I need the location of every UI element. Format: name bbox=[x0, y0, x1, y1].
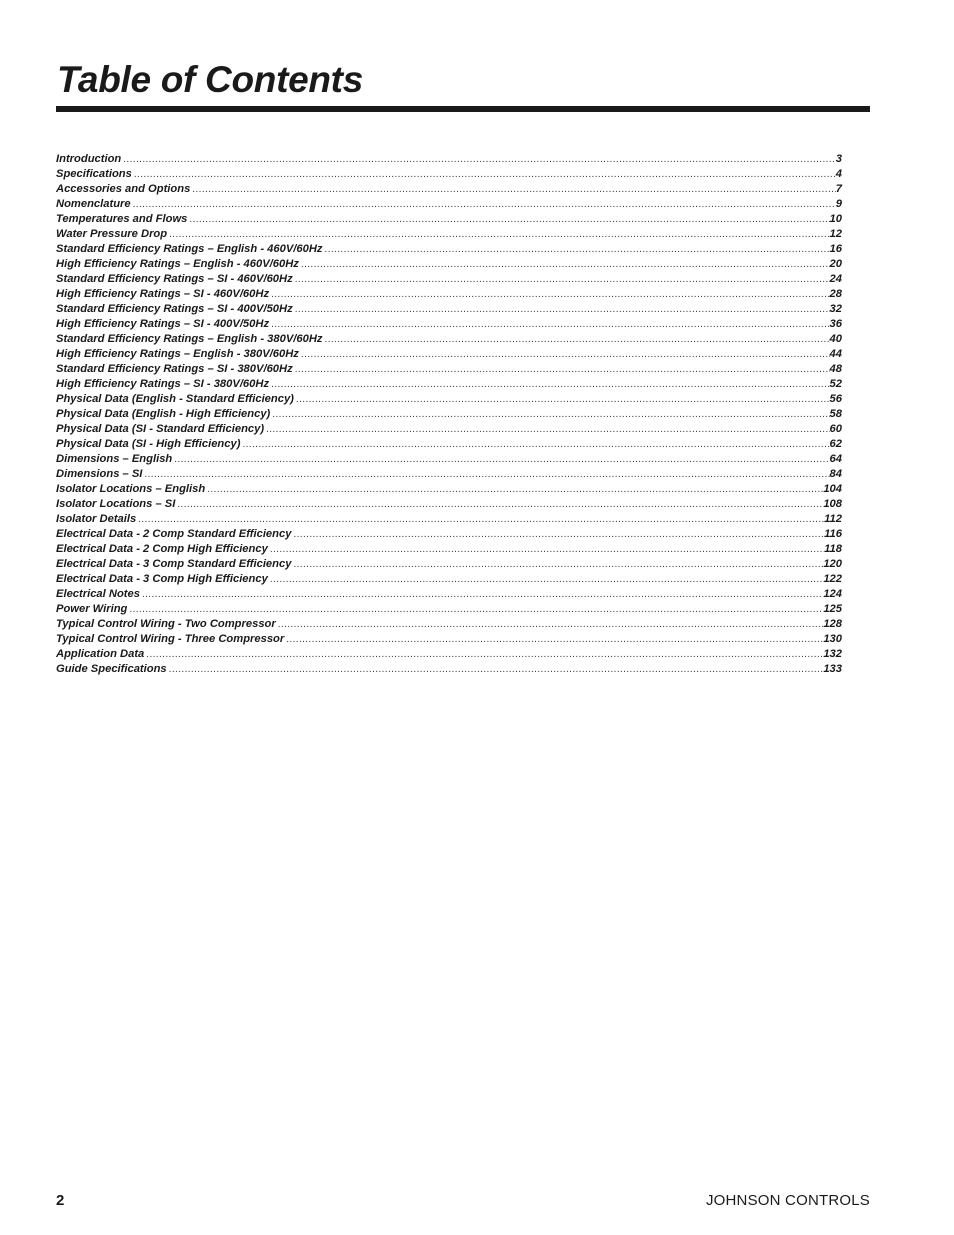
toc-entry-label: High Efficiency Ratings – SI - 400V/50Hz bbox=[56, 318, 270, 330]
toc-entry-page-number: 12 bbox=[829, 228, 842, 240]
toc-entry[interactable] bbox=[56, 572, 842, 587]
toc-entry[interactable] bbox=[56, 347, 842, 362]
toc-dot-leader bbox=[264, 422, 829, 437]
toc-entry[interactable] bbox=[56, 392, 842, 407]
toc-entry-page-number: 84 bbox=[829, 468, 842, 480]
toc-dot-leader bbox=[299, 347, 830, 362]
toc-entry-page-number: 60 bbox=[829, 423, 842, 435]
toc-entry-label: Electrical Notes bbox=[56, 588, 140, 600]
toc-entry-page-number: 62 bbox=[829, 438, 842, 450]
toc-entry-label: Electrical Data - 2 Comp Standard Efficiency bbox=[56, 528, 292, 540]
toc-entry-page-number: 128 bbox=[823, 618, 842, 630]
toc-dot-leader bbox=[121, 152, 836, 167]
toc-entry[interactable] bbox=[56, 197, 842, 212]
toc-dot-leader bbox=[131, 197, 836, 212]
toc-entry[interactable] bbox=[56, 512, 842, 527]
toc-entry-page-number: 58 bbox=[829, 408, 842, 420]
toc-dot-leader bbox=[172, 452, 829, 467]
toc-entry[interactable] bbox=[56, 317, 842, 332]
toc-entry-page-number: 125 bbox=[823, 603, 842, 615]
toc-entry-label: Standard Efficiency Ratings – SI - 460V/60Hz bbox=[56, 273, 293, 285]
toc-dot-leader bbox=[240, 437, 829, 452]
toc-entry[interactable] bbox=[56, 332, 842, 347]
toc-entry-page-number: 130 bbox=[823, 633, 842, 645]
toc-dot-leader bbox=[175, 497, 823, 512]
toc-dot-leader bbox=[269, 377, 829, 392]
toc-entry[interactable] bbox=[56, 257, 842, 272]
toc-entry[interactable] bbox=[56, 587, 842, 602]
toc-dot-leader bbox=[291, 527, 824, 542]
toc-entry-page-number: 52 bbox=[829, 378, 842, 390]
toc-entry-label: Temperatures and Flows bbox=[56, 213, 188, 225]
page-title: Table of Contents bbox=[57, 59, 363, 100]
toc-entry-label: Physical Data (English - Standard Efficiency) bbox=[56, 393, 294, 405]
toc-dot-leader bbox=[269, 287, 829, 302]
toc-entry-page-number: 3 bbox=[835, 153, 842, 165]
toc-entry[interactable] bbox=[56, 227, 842, 242]
footer-company-name: JOHNSON CONTROLS bbox=[705, 1192, 870, 1209]
title-divider bbox=[56, 106, 870, 112]
toc-entry-label: Nomenclature bbox=[56, 198, 131, 210]
toc-entry[interactable] bbox=[56, 272, 842, 287]
toc-entry-page-number: 108 bbox=[823, 498, 842, 510]
toc-entry[interactable] bbox=[56, 557, 842, 572]
toc-entry-page-number: 112 bbox=[824, 513, 842, 525]
toc-entry-page-number: 116 bbox=[824, 528, 842, 540]
toc-entry[interactable] bbox=[56, 377, 842, 392]
toc-entry-page-number: 44 bbox=[829, 348, 842, 360]
toc-entry[interactable] bbox=[56, 617, 842, 632]
toc-entry[interactable] bbox=[56, 527, 842, 542]
toc-entry[interactable] bbox=[56, 542, 842, 557]
toc-entry[interactable] bbox=[56, 437, 842, 452]
toc-entry[interactable] bbox=[56, 497, 842, 512]
toc-entry[interactable] bbox=[56, 467, 842, 482]
toc-dot-leader bbox=[284, 632, 823, 647]
toc-entry-label: Standard Efficiency Ratings – English - 460V/60Hz bbox=[56, 243, 323, 255]
toc-dot-leader bbox=[268, 542, 824, 557]
toc-entry-page-number: 16 bbox=[829, 243, 842, 255]
toc-dot-leader bbox=[205, 482, 823, 497]
table-of-contents bbox=[56, 152, 842, 677]
footer-page-number: 2 bbox=[56, 1192, 65, 1209]
toc-entry[interactable] bbox=[56, 407, 842, 422]
toc-entry-page-number: 132 bbox=[823, 648, 842, 660]
toc-entry-page-number: 118 bbox=[824, 543, 842, 555]
toc-dot-leader bbox=[323, 332, 830, 347]
toc-dot-leader bbox=[291, 557, 823, 572]
toc-entry-label: Dimensions – SI bbox=[56, 468, 143, 480]
toc-entry-label: Water Pressure Drop bbox=[56, 228, 168, 240]
toc-entry-label: High Efficiency Ratings – SI - 380V/60Hz bbox=[56, 378, 270, 390]
toc-entry[interactable] bbox=[56, 602, 842, 617]
toc-dot-leader bbox=[269, 317, 829, 332]
toc-entry-label: High Efficiency Ratings – English - 460V/60Hz bbox=[56, 258, 299, 270]
toc-entry-label: Dimensions – English bbox=[56, 453, 173, 465]
toc-entry[interactable] bbox=[56, 452, 842, 467]
toc-entry-page-number: 4 bbox=[835, 168, 842, 180]
toc-entry-label: Electrical Data - 3 Comp Standard Efficiency bbox=[56, 558, 292, 570]
toc-entry-label: Typical Control Wiring - Three Compressor bbox=[56, 633, 285, 645]
toc-dot-leader bbox=[294, 392, 830, 407]
toc-entry-page-number: 7 bbox=[835, 183, 842, 195]
toc-entry-page-number: 122 bbox=[823, 573, 842, 585]
toc-dot-leader bbox=[142, 467, 829, 482]
toc-dot-leader bbox=[136, 512, 824, 527]
toc-entry-page-number: 133 bbox=[823, 663, 842, 675]
toc-entry[interactable] bbox=[56, 242, 842, 257]
toc-entry-label: Physical Data (SI - High Efficiency) bbox=[56, 438, 241, 450]
toc-entry[interactable] bbox=[56, 182, 842, 197]
toc-entry-page-number: 64 bbox=[829, 453, 842, 465]
toc-dot-leader bbox=[140, 587, 823, 602]
toc-entry-page-number: 40 bbox=[829, 333, 842, 345]
toc-entry-label: Standard Efficiency Ratings – SI - 400V/50Hz bbox=[56, 303, 293, 315]
toc-entry-label: Isolator Locations – SI bbox=[56, 498, 176, 510]
toc-entry-page-number: 36 bbox=[829, 318, 842, 330]
toc-dot-leader bbox=[144, 647, 823, 662]
toc-entry[interactable] bbox=[56, 152, 842, 167]
toc-entry[interactable] bbox=[56, 362, 842, 377]
toc-entry[interactable] bbox=[56, 482, 842, 497]
toc-entry-label: Application Data bbox=[56, 648, 145, 660]
toc-entry-page-number: 24 bbox=[829, 273, 842, 285]
toc-entry-page-number: 56 bbox=[829, 393, 842, 405]
toc-entry-label: Introduction bbox=[56, 153, 122, 165]
toc-entry-label: Specifications bbox=[56, 168, 132, 180]
toc-entry[interactable] bbox=[56, 287, 842, 302]
toc-entry[interactable] bbox=[56, 422, 842, 437]
toc-entry-page-number: 48 bbox=[829, 363, 842, 375]
toc-entry-page-number: 32 bbox=[829, 303, 842, 315]
toc-entry-page-number: 124 bbox=[823, 588, 842, 600]
toc-dot-leader bbox=[293, 272, 830, 287]
toc-entry-label: Typical Control Wiring - Two Compressor bbox=[56, 618, 276, 630]
toc-entry-label: Electrical Data - 3 Comp High Efficiency bbox=[56, 573, 268, 585]
toc-entry-label: Standard Efficiency Ratings – SI - 380V/60Hz bbox=[56, 363, 293, 375]
toc-entry[interactable] bbox=[56, 212, 842, 227]
toc-dot-leader bbox=[299, 257, 830, 272]
toc-dot-leader bbox=[132, 167, 836, 182]
toc-dot-leader bbox=[167, 662, 824, 677]
toc-entry-label: Isolator Locations – English bbox=[56, 483, 206, 495]
toc-entry-label: Guide Specifications bbox=[56, 663, 167, 675]
toc-entry[interactable] bbox=[56, 662, 842, 677]
toc-entry-page-number: 20 bbox=[829, 258, 842, 270]
toc-entry-label: Accessories and Options bbox=[56, 183, 191, 195]
toc-dot-leader bbox=[268, 572, 824, 587]
toc-entry[interactable] bbox=[56, 647, 842, 662]
toc-entry-page-number: 120 bbox=[823, 558, 842, 570]
toc-entry-label: Physical Data (English - High Efficiency) bbox=[56, 408, 271, 420]
toc-entry-page-number: 9 bbox=[835, 198, 842, 210]
toc-entry-label: High Efficiency Ratings – English - 380V/60Hz bbox=[56, 348, 299, 360]
toc-entry-page-number: 104 bbox=[823, 483, 842, 495]
toc-entry-label: Isolator Details bbox=[56, 513, 137, 525]
toc-dot-leader bbox=[276, 617, 824, 632]
toc-dot-leader bbox=[270, 407, 829, 422]
toc-entry-label: High Efficiency Ratings – SI - 460V/60Hz bbox=[56, 288, 270, 300]
toc-entry-page-number: 10 bbox=[829, 213, 842, 225]
toc-entry-label: Power Wiring bbox=[56, 603, 128, 615]
toc-entry-label: Electrical Data - 2 Comp High Efficiency bbox=[56, 543, 268, 555]
toc-dot-leader bbox=[187, 212, 829, 227]
toc-dot-leader bbox=[323, 242, 830, 257]
toc-entry-label: Standard Efficiency Ratings – English - 380V/60Hz bbox=[56, 333, 323, 345]
toc-dot-leader bbox=[293, 362, 830, 377]
toc-dot-leader bbox=[167, 227, 829, 242]
toc-dot-leader bbox=[293, 302, 830, 317]
toc-dot-leader bbox=[190, 182, 835, 197]
toc-entry-label: Physical Data (SI - Standard Efficiency) bbox=[56, 423, 265, 435]
toc-entry[interactable] bbox=[56, 167, 842, 182]
toc-dot-leader bbox=[127, 602, 823, 617]
toc-entry-page-number: 28 bbox=[829, 288, 842, 300]
toc-entry[interactable] bbox=[56, 302, 842, 317]
toc-entry[interactable] bbox=[56, 632, 842, 647]
